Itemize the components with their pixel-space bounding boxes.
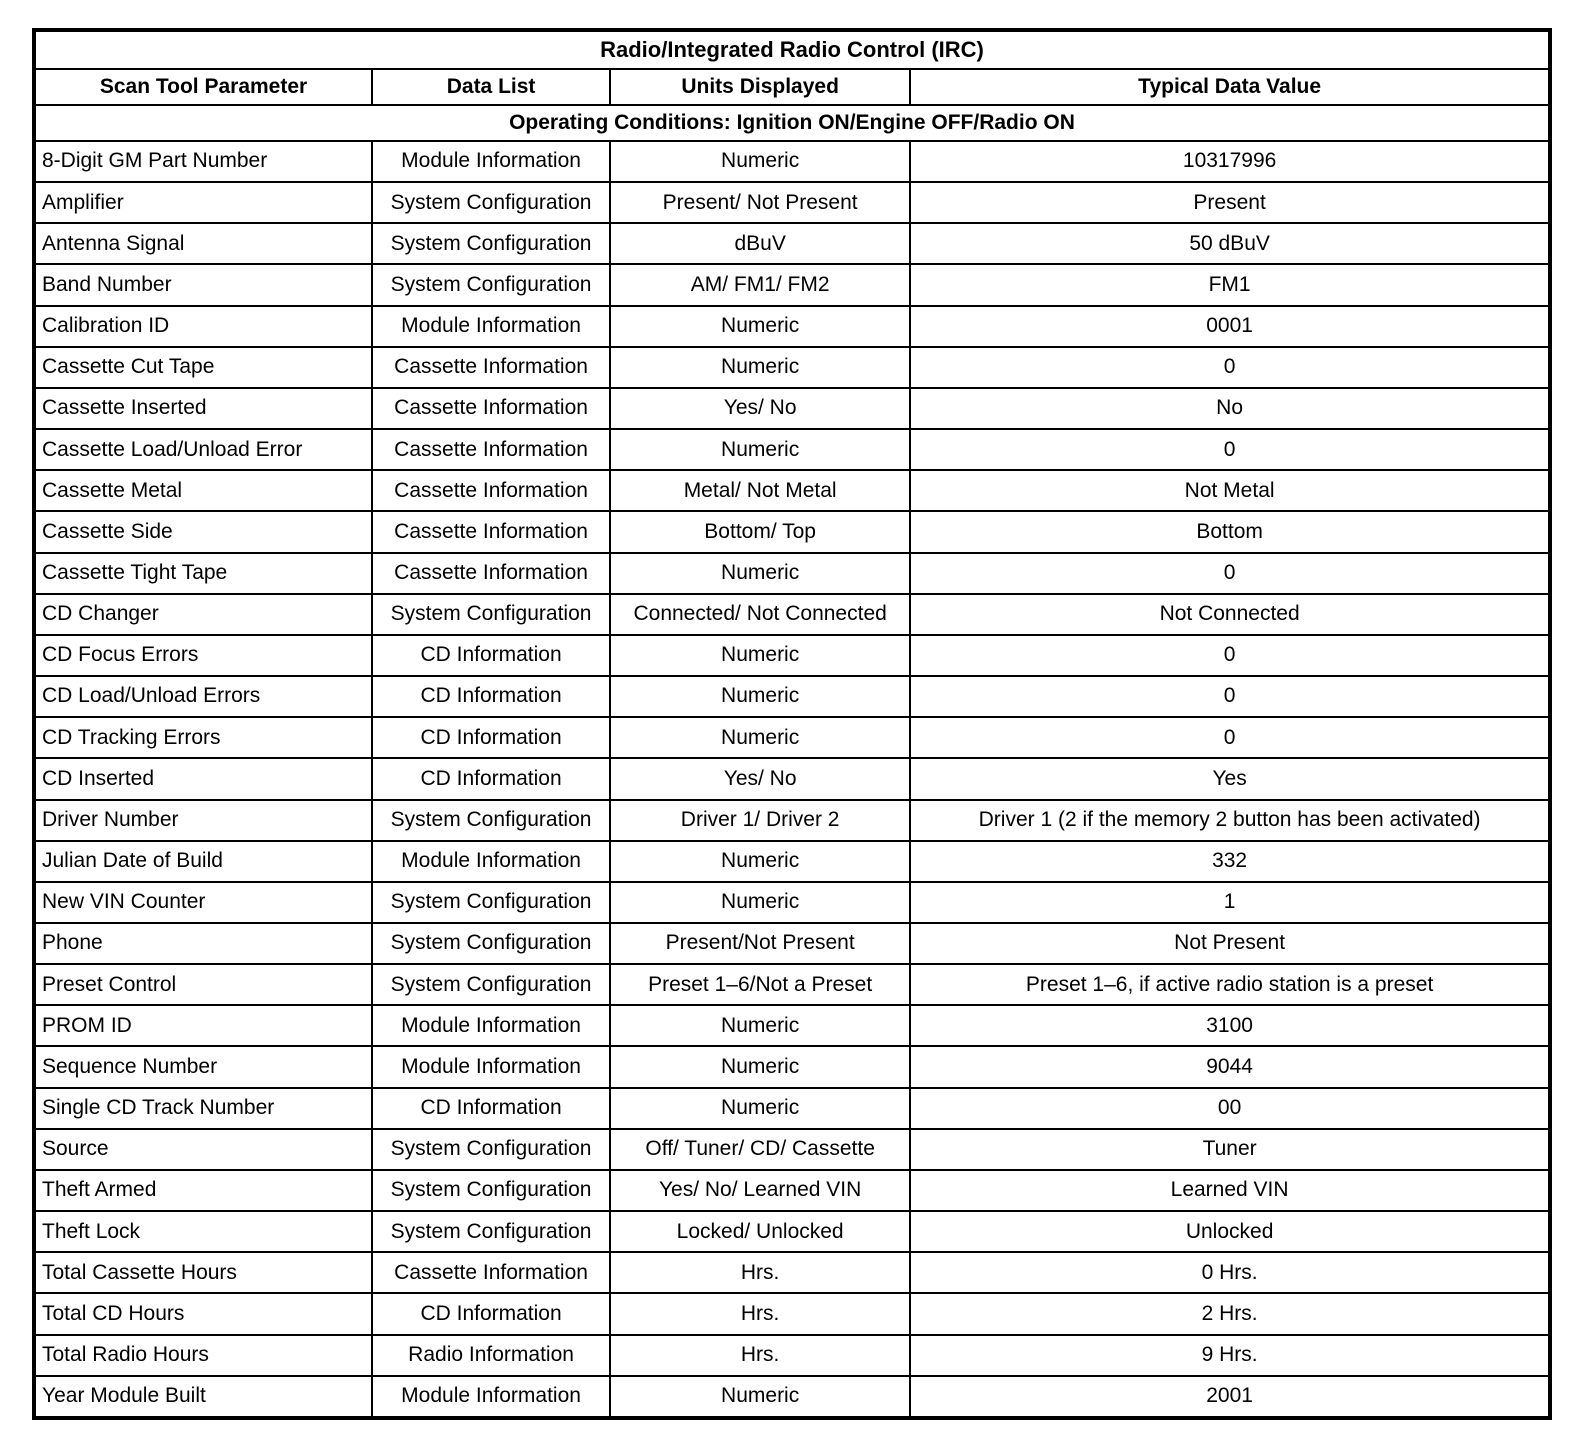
table-cell: CD Information	[372, 1088, 610, 1129]
table-cell: Unlocked	[910, 1211, 1550, 1252]
table-cell: Not Metal	[910, 470, 1550, 511]
table-cell: No	[910, 388, 1550, 429]
table-row	[34, 511, 1550, 552]
table-cell: System Configuration	[372, 223, 610, 264]
table-cell: System Configuration	[372, 264, 610, 305]
table-row	[34, 470, 1550, 511]
operating-conditions: Operating Conditions: Ignition ON/Engine OFF/Radio ON	[34, 105, 1550, 141]
table-cell: Cassette Tight Tape	[34, 553, 372, 594]
table-cell: Module Information	[372, 841, 610, 882]
table-cell: Cassette Cut Tape	[34, 347, 372, 388]
table-cell: Cassette Inserted	[34, 388, 372, 429]
table-cell: Year Module Built	[34, 1376, 372, 1418]
table-cell: Numeric	[610, 553, 910, 594]
table-cell: 2001	[910, 1376, 1550, 1418]
table-row	[34, 223, 1550, 264]
table-cell: Connected/ Not Connected	[610, 594, 910, 635]
table-body	[34, 141, 1550, 1418]
table-cell: Yes/ No/ Learned VIN	[610, 1170, 910, 1211]
table-cell: Total CD Hours	[34, 1293, 372, 1334]
table-cell: System Configuration	[372, 182, 610, 223]
table-cell: Module Information	[372, 141, 610, 182]
table-cell: Numeric	[610, 347, 910, 388]
table-cell: Numeric	[610, 141, 910, 182]
table-cell: dBuV	[610, 223, 910, 264]
table-row	[34, 141, 1550, 182]
table-cell: Antenna Signal	[34, 223, 372, 264]
table-cell: Present/ Not Present	[610, 182, 910, 223]
table-row	[34, 1088, 1550, 1129]
table-cell: Module Information	[372, 1046, 610, 1087]
table-cell: Radio Information	[372, 1335, 610, 1376]
table-cell: 0001	[910, 306, 1550, 347]
table-cell: Bottom	[910, 511, 1550, 552]
table-cell: 0	[910, 429, 1550, 470]
table-cell: Module Information	[372, 1005, 610, 1046]
table-cell: Numeric	[610, 635, 910, 676]
table-cell: Numeric	[610, 1376, 910, 1418]
table-row	[34, 1170, 1550, 1211]
column-header-data-list: Data List	[372, 69, 610, 105]
table-row	[34, 388, 1550, 429]
table-cell: Numeric	[610, 1046, 910, 1087]
table-row	[34, 841, 1550, 882]
irc-data-table	[32, 28, 1552, 1420]
table-cell: CD Information	[372, 635, 610, 676]
table-cell: CD Inserted	[34, 758, 372, 799]
table-cell: Sequence Number	[34, 1046, 372, 1087]
table-cell: Present/Not Present	[610, 923, 910, 964]
table-row	[34, 717, 1550, 758]
table-row	[34, 1376, 1550, 1418]
table-cell: Cassette Information	[372, 347, 610, 388]
table-cell: CD Information	[372, 1293, 610, 1334]
table-row	[34, 964, 1550, 1005]
table-cell: New VIN Counter	[34, 882, 372, 923]
table-cell: Yes/ No	[610, 758, 910, 799]
table-cell: Cassette Metal	[34, 470, 372, 511]
table-cell: Cassette Information	[372, 388, 610, 429]
table-cell: Off/ Tuner/ CD/ Cassette	[610, 1129, 910, 1170]
table-cell: System Configuration	[372, 1211, 610, 1252]
table-cell: CD Changer	[34, 594, 372, 635]
table-cell: Source	[34, 1129, 372, 1170]
table-cell: Total Cassette Hours	[34, 1252, 372, 1293]
table-cell: Cassette Information	[372, 511, 610, 552]
table-row	[34, 676, 1550, 717]
table-cell: 0	[910, 676, 1550, 717]
table-cell: 50 dBuV	[910, 223, 1550, 264]
table-row	[34, 429, 1550, 470]
table-cell: PROM ID	[34, 1005, 372, 1046]
table-cell: 10317996	[910, 141, 1550, 182]
table-cell: Numeric	[610, 1005, 910, 1046]
table-cell: Locked/ Unlocked	[610, 1211, 910, 1252]
table-cell: System Configuration	[372, 1170, 610, 1211]
table-row	[34, 800, 1550, 841]
table-cell: Cassette Information	[372, 429, 610, 470]
table-cell: 00	[910, 1088, 1550, 1129]
table-cell: Module Information	[372, 306, 610, 347]
table-cell: 0 Hrs.	[910, 1252, 1550, 1293]
table-cell: Cassette Information	[372, 470, 610, 511]
table-cell: Numeric	[610, 717, 910, 758]
table-title: Radio/Integrated Radio Control (IRC)	[34, 30, 1550, 69]
table-cell: Numeric	[610, 882, 910, 923]
table-cell: Numeric	[610, 429, 910, 470]
table-cell: Numeric	[610, 676, 910, 717]
table-cell: Not Connected	[910, 594, 1550, 635]
table-cell: Driver 1/ Driver 2	[610, 800, 910, 841]
table-row	[34, 1293, 1550, 1334]
table-cell: Yes/ No	[610, 388, 910, 429]
table-cell: Phone	[34, 923, 372, 964]
table-cell: Amplifier	[34, 182, 372, 223]
table-cell: Hrs.	[610, 1293, 910, 1334]
table-cell: AM/ FM1/ FM2	[610, 264, 910, 305]
operating-conditions-row	[34, 105, 1550, 141]
column-header-typical-data-value: Typical Data Value	[910, 69, 1550, 105]
table-row	[34, 553, 1550, 594]
table-cell: Tuner	[910, 1129, 1550, 1170]
table-cell: 9 Hrs.	[910, 1335, 1550, 1376]
table-cell: 1	[910, 882, 1550, 923]
table-row	[34, 347, 1550, 388]
table-cell: Driver Number	[34, 800, 372, 841]
table-title-row	[34, 30, 1550, 69]
column-header-row	[34, 69, 1550, 105]
table-cell: System Configuration	[372, 1129, 610, 1170]
table-row	[34, 264, 1550, 305]
table-row	[34, 306, 1550, 347]
table-cell: Cassette Information	[372, 1252, 610, 1293]
table-cell: Not Present	[910, 923, 1550, 964]
table-row	[34, 1211, 1550, 1252]
table-cell: 332	[910, 841, 1550, 882]
table-cell: Bottom/ Top	[610, 511, 910, 552]
table-cell: System Configuration	[372, 800, 610, 841]
table-cell: Driver 1 (2 if the memory 2 button has been activated)	[910, 800, 1550, 841]
table-row	[34, 594, 1550, 635]
table-cell: CD Tracking Errors	[34, 717, 372, 758]
table-cell: Cassette Load/Unload Error	[34, 429, 372, 470]
table-row	[34, 182, 1550, 223]
column-header-units-displayed: Units Displayed	[610, 69, 910, 105]
table-cell: Hrs.	[610, 1252, 910, 1293]
column-header-scan-tool-parameter: Scan Tool Parameter	[34, 69, 372, 105]
table-cell: System Configuration	[372, 594, 610, 635]
table-cell: Cassette Information	[372, 553, 610, 594]
table-cell: Yes	[910, 758, 1550, 799]
table-cell: CD Load/Unload Errors	[34, 676, 372, 717]
table-cell: Cassette Side	[34, 511, 372, 552]
table-cell: Preset 1–6/Not a Preset	[610, 964, 910, 1005]
table-cell: Theft Lock	[34, 1211, 372, 1252]
table-cell: 0	[910, 553, 1550, 594]
table-cell: 3100	[910, 1005, 1550, 1046]
table-cell: CD Information	[372, 758, 610, 799]
table-cell: 0	[910, 347, 1550, 388]
table-cell: Single CD Track Number	[34, 1088, 372, 1129]
table-cell: Numeric	[610, 841, 910, 882]
table-cell: 0	[910, 717, 1550, 758]
table-row	[34, 1335, 1550, 1376]
table-row	[34, 1005, 1550, 1046]
table-cell: FM1	[910, 264, 1550, 305]
table-cell: Numeric	[610, 1088, 910, 1129]
table-row	[34, 635, 1550, 676]
table-row	[34, 923, 1550, 964]
table-cell: 0	[910, 635, 1550, 676]
table-cell: Metal/ Not Metal	[610, 470, 910, 511]
table-row	[34, 1046, 1550, 1087]
table-cell: CD Information	[372, 676, 610, 717]
table-cell: Numeric	[610, 306, 910, 347]
table-cell: CD Focus Errors	[34, 635, 372, 676]
table-cell: System Configuration	[372, 923, 610, 964]
table-cell: System Configuration	[372, 964, 610, 1005]
table-cell: 8-Digit GM Part Number	[34, 141, 372, 182]
table-cell: Module Information	[372, 1376, 610, 1418]
table-row	[34, 882, 1550, 923]
table-cell: Preset 1–6, if active radio station is a preset	[910, 964, 1550, 1005]
table-row	[34, 1252, 1550, 1293]
table-cell: Hrs.	[610, 1335, 910, 1376]
table-cell: Total Radio Hours	[34, 1335, 372, 1376]
table-cell: 9044	[910, 1046, 1550, 1087]
table-row	[34, 1129, 1550, 1170]
table-cell: Band Number	[34, 264, 372, 305]
table-cell: CD Information	[372, 717, 610, 758]
table-row	[34, 758, 1550, 799]
table-cell: Theft Armed	[34, 1170, 372, 1211]
table-cell: Julian Date of Build	[34, 841, 372, 882]
table-cell: Calibration ID	[34, 306, 372, 347]
table-cell: 2 Hrs.	[910, 1293, 1550, 1334]
table-cell: Preset Control	[34, 964, 372, 1005]
table-cell: System Configuration	[372, 882, 610, 923]
table-cell: Learned VIN	[910, 1170, 1550, 1211]
table-cell: Present	[910, 182, 1550, 223]
